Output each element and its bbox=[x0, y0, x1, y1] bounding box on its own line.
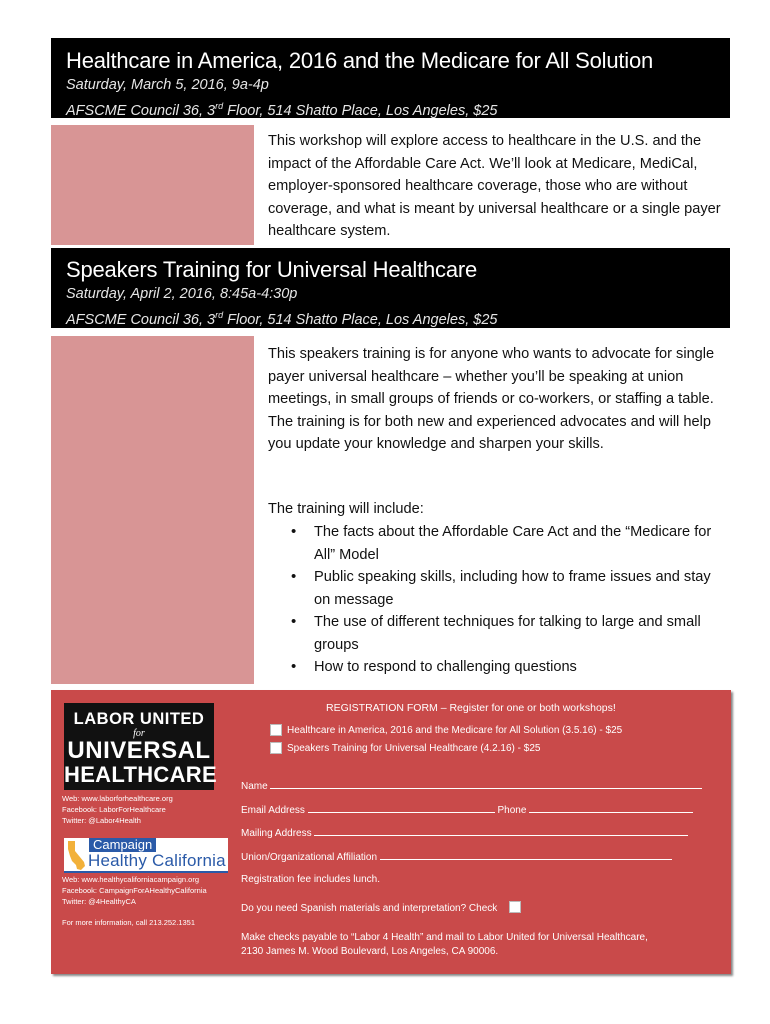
contact-facebook: Facebook: CampaignForAHealthyCalifornia bbox=[62, 886, 207, 895]
union-affiliation-field[interactable] bbox=[380, 850, 672, 860]
name-row bbox=[241, 779, 702, 794]
email-field[interactable] bbox=[308, 803, 495, 813]
workshop2-banner bbox=[51, 248, 730, 328]
workshop1-side-panel bbox=[51, 125, 254, 245]
labor-united-logo bbox=[64, 703, 217, 790]
phone-field[interactable] bbox=[529, 803, 693, 813]
name-field[interactable] bbox=[270, 779, 702, 789]
list-item: • The facts about the Affordable Care Act and the “Medicare for All” Model bbox=[268, 521, 728, 566]
logo-text: Healthy California bbox=[88, 851, 226, 870]
registration-form-title: REGISTRATION FORM – Register for one or both workshops! bbox=[326, 702, 616, 714]
healthy-california-logo bbox=[64, 838, 228, 873]
contact-web: Web: www.laborforhealthcare.org bbox=[62, 794, 173, 803]
payment-instructions: Make checks payable to “Labor 4 Health” and mail to Labor United for Universal Healthcare, bbox=[241, 932, 648, 943]
mailing-address-row bbox=[241, 826, 688, 841]
healthy-california-contact bbox=[62, 874, 207, 907]
workshop2-description: This speakers training is for anyone who wants to advocate for single payer universal healthcare – whether you’ll be speaking at union meetings, in small groups of friends or co-workers, or staffing a table. The training is for both new and experienced advocates and will help you update your knowledge and sharpen your skills. bbox=[268, 346, 715, 452]
email-phone-row bbox=[241, 803, 693, 818]
spanish-checkbox[interactable] bbox=[509, 901, 521, 913]
training-includes-list bbox=[268, 521, 728, 679]
workshop1-title: Healthcare in America, 2016 and the Medicare for All Solution bbox=[66, 48, 654, 73]
list-item: • The use of different techniques for talking to large and small groups bbox=[268, 611, 728, 656]
union-affiliation-label: Union/Organizational Affiliation bbox=[241, 852, 378, 863]
logo-text: LABOR UNITED bbox=[73, 710, 205, 728]
workshop1-banner bbox=[51, 38, 730, 118]
phone-label: Phone bbox=[497, 805, 527, 816]
labor-united-contact bbox=[62, 793, 173, 826]
workshop2-date: Saturday, April 2, 2016, 8:45a-4:30p bbox=[66, 286, 298, 302]
email-label: Email Address bbox=[241, 805, 305, 816]
union-affiliation-row bbox=[241, 850, 672, 865]
list-item: • How to respond to challenging questions bbox=[268, 656, 728, 679]
logo-text: UNIVERSAL bbox=[67, 737, 211, 764]
list-item: • Public speaking skills, including how to frame issues and stay on message bbox=[268, 566, 728, 611]
logo-text: for bbox=[133, 728, 145, 739]
contact-web: Web: www.healthycaliforniacampaign.org bbox=[62, 875, 200, 884]
workshop1-checkbox[interactable] bbox=[270, 724, 282, 736]
california-map-icon bbox=[66, 840, 88, 871]
workshop1-description: This workshop will explore access to healthcare in the U.S. and the impact of the Affordable Care Act. We’ll look at Medicare, MediCal, employer-sponsored healthcare coverage, those who are without coverage, and what is meant by universal healthcare or a single payer healthcare system. bbox=[268, 133, 721, 239]
contact-twitter: Twitter: @4HealthyCA bbox=[62, 897, 136, 906]
spanish-question: Do you need Spanish materials and interpretation? Check bbox=[241, 903, 498, 914]
fee-note: Registration fee includes lunch. bbox=[241, 874, 380, 885]
more-info-phone: For more information, call 213.252.1351 bbox=[62, 918, 195, 927]
workshop2-title: Speakers Training for Universal Healthcare bbox=[66, 257, 478, 282]
workshop2-checkbox[interactable] bbox=[270, 742, 282, 754]
mailing-address-label: Mailing Address bbox=[241, 828, 312, 839]
workshop1-date: Saturday, March 5, 2016, 9a-4p bbox=[66, 77, 269, 93]
workshop2-side-panel bbox=[51, 336, 254, 684]
logo-text: Campaign bbox=[89, 838, 156, 852]
workshop1-location: AFSCME Council 36, 3rd Floor, 514 Shatto Place, Los Angeles, $25 bbox=[66, 101, 498, 119]
workshop1-option-label: Healthcare in America, 2016 and the Medicare for All Solution (3.5.16) - $25 bbox=[287, 725, 623, 736]
workshop2-option-label: Speakers Training for Universal Healthcare (4.2.16) - $25 bbox=[287, 743, 541, 754]
mailing-destination: 2130 James M. Wood Boulevard, Los Angeles, CA 90006. bbox=[241, 946, 499, 957]
contact-twitter: Twitter: @Labor4Health bbox=[62, 816, 141, 825]
name-label: Name bbox=[241, 781, 268, 792]
mailing-address-field[interactable] bbox=[314, 826, 688, 836]
logo-text: HEALTHCARE bbox=[64, 762, 217, 787]
contact-facebook: Facebook: LaborForHealthcare bbox=[62, 805, 166, 814]
workshop2-location: AFSCME Council 36, 3rd Floor, 514 Shatto Place, Los Angeles, $25 bbox=[66, 310, 498, 328]
training-includes-heading: The training will include: bbox=[268, 501, 424, 517]
